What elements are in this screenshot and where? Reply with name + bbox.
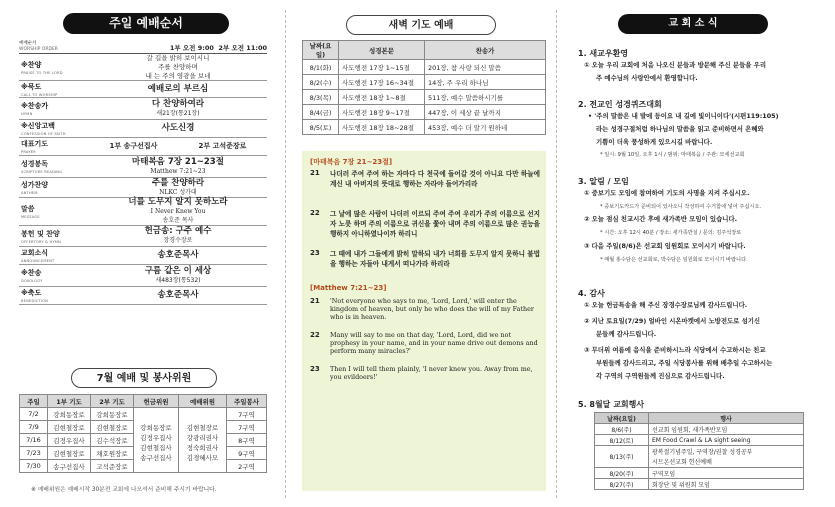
news-subnote: * 중보기도카드가 준비되어 있사오니 작성하여 수거함에 넣어 주십시오.: [600, 204, 762, 210]
order-item-line: 내 는 주의 영광을 보네: [145, 71, 211, 80]
order-item-line: 갈 길을 밝히 보이시니: [146, 53, 210, 62]
news-line: 부원들께 감사드리고, 주일 식당봉사를 위해 배추일 수고하시는: [596, 359, 773, 367]
news-line: 기쁨이 더욱 풍성하게 있으시길 바랍니다.: [596, 138, 713, 146]
order-item-en: BENEDICTION: [21, 299, 49, 303]
section-heading: 3. 알림 / 모임: [578, 177, 629, 186]
table-row: 7/9 김현철장로 김현철장로 7구역: [20, 421, 267, 434]
order-item-en: HYMN: [21, 112, 33, 116]
news-line: 각 구역의 구역원들께 진심으로 감사드립니다.: [596, 372, 725, 380]
verse-en: 21 'Not everyone who says to me, 'Lord, Lord,' will enter the kingdom of heaven, but only he who does the will of my Father who is in heaven.: [310, 297, 534, 321]
order-item-label: [19, 288, 89, 303]
july-committee-table: [19, 394, 267, 473]
order-item-label: [19, 229, 89, 244]
order-item-ko: 대표기도: [21, 140, 49, 148]
order-item-label: [19, 60, 89, 75]
news-line: 주 예수님의 사랑안에서 환영합니다.: [596, 74, 698, 82]
divider: [556, 10, 557, 498]
order-item-line: 주를 찬양하며: [158, 62, 198, 71]
order-item-content: [89, 198, 267, 225]
verse-ko: 23 그 때에 내가 그들에게 밝히 말하되 내가 너희를 도무지 알지 못하니 불법을 행하는 자들아 내게서 떠나가라 하리라: [310, 249, 540, 268]
dawn-prayer-panel: [302, 0, 546, 507]
dawn-prayer-table: 날짜(요일) 성경본문 찬송가 8/1(화) 사도행전 17장 1~15절 201장, 참 사랑 되신 말씀 8/2(수) 사도행전 17장 16~34절 14장, 주 우리 하나님 8/3(목) 사도행전 18장 1~8절 511장, 예수 말씀하시기를 8/4(금) 사도행전 18장 9~17절 447장, 이 세상 끝 날까지 8/5(토) 사도행전 18장 18~28절 453장, 예수 더 알기 원하네: [302, 40, 546, 135]
order-item-en: CALL TO WORSHIP: [21, 92, 58, 97]
order-item-line: 헌금송: 구주 예수: [144, 226, 212, 236]
july-committee-title: 7월 예배 및 봉사위원: [71, 368, 217, 388]
order-item-line: I Never Knew You: [150, 208, 206, 215]
order-item-en: ANNOUNCEMENT: [21, 259, 55, 263]
order-item-line: 새483장(통532): [155, 276, 201, 284]
worship-order-label: 예배순서 WORSHIP ORDER: [19, 41, 58, 52]
worship-order-panel: [19, 0, 267, 507]
order-item-line: 주를 찬양하라: [151, 177, 205, 188]
table-row: 시므온선교회 헌신예배: [595, 457, 804, 468]
worship-order-row: [19, 287, 267, 305]
col-service: 주일봉사: [227, 395, 267, 408]
order-item-line: 송호준 목사: [162, 217, 194, 224]
scripture-ref-ko: [마태복음 7장 21~23절]: [310, 158, 393, 166]
table-row: 7/23 김현철장로 채호원장로 9구역: [20, 447, 267, 460]
service-times: 1부 오전 9:00 2부 오전 11:00: [169, 44, 267, 52]
order-item-line: 송호준목사: [157, 290, 199, 300]
table-row: 8/1(화) 사도행전 17장 1~15절 201장, 참 사랑 되신 말씀: [303, 60, 546, 75]
order-item-content: 2부 고석준장로: [198, 142, 247, 150]
scripture-ref-en: [Matthew 7:21~23]: [310, 284, 387, 292]
divider: [285, 10, 286, 498]
order-item-en: MESSAGE: [21, 215, 40, 219]
order-item-content: [89, 85, 267, 94]
section-heading: 1. 새교우환영: [578, 49, 629, 58]
order-item-content: [89, 54, 267, 81]
order-item-label: [19, 159, 89, 174]
order-item-line: 다 찬양하여라: [151, 98, 205, 109]
order-item-en: ANTHEM: [21, 191, 38, 195]
dawn-prayer-title: 새벽 기도 예배: [346, 15, 496, 35]
order-item-en: CONFESSION OF FAITH: [21, 132, 66, 136]
worship-order-row: [19, 120, 267, 138]
order-item-en: DOXOLOGY: [21, 279, 43, 283]
order-item-label: [19, 248, 89, 263]
table-row: 8/20(주) 구역모임: [595, 468, 804, 479]
order-item-line: 송호준목사: [157, 250, 199, 260]
table-row: 8/12(토) EM Food Crawl & LA sight seeing: [595, 435, 804, 446]
table-row: 8/27(주) 회장단 및 위원회 모임: [595, 479, 804, 490]
order-item-label: [19, 121, 89, 136]
order-item-line: 예배로의 부르심: [147, 83, 209, 94]
order-item-ko: ※찬송가: [21, 102, 49, 110]
worship-order-row: [19, 156, 267, 178]
table-row: 8/2(수) 사도행전 17장 16~34절 14장, 주 우리 하나님: [303, 75, 546, 90]
order-item-label: [19, 180, 89, 195]
church-news-title: 교 회 소 식: [618, 14, 768, 34]
verse-ko: 21 나더러 주여 주여 하는 자마다 다 천국에 들어갈 것이 아니요 다만 하늘에 계신 내 아버지의 뜻대로 행하는 자라야 들어가리라: [310, 169, 540, 188]
august-events-table: 날짜(요일) 행사 8/6(주) 선교회 임원회, 새가족반모임 8/12(토) EM Food Crawl & LA sight seeing 8/13(주) 광복절기념주일, 구역장/권찰 성경공부 시므온선교회 헌신예배 8/20(주) 구역모임 8/27(주) 회장단 및 위원회 모임: [594, 412, 804, 490]
order-item-content: [89, 227, 267, 245]
col-worship: 예배위원: [179, 395, 227, 408]
order-item-en: PRAYER: [21, 150, 36, 154]
worship-committee: 김현철장로 강광리권사 정숙희권사 김경혜사모: [179, 408, 227, 473]
order-item-line: 사도신경: [161, 123, 195, 133]
order-item-content: [89, 251, 267, 260]
order-item-line: 마태복음 7장 21~23절: [132, 156, 224, 167]
news-subnote: * 매월 홍수담은 선교회로, 박수담은 임원회로 모이시기 바랍니다.: [600, 257, 748, 263]
news-line: 라는 성경구절처럼 하나님의 말씀을 읽고 준비하면서 은혜와: [596, 125, 764, 133]
order-item-ko: ※묵도: [21, 82, 42, 91]
verse-en: 23 Then I will tell them plainly, 'I never knew you. Away from me, you evildoers!': [310, 365, 533, 381]
order-item-line: Matthew 7:21~23: [150, 167, 206, 175]
col-offering: 헌금위원: [134, 395, 179, 408]
table-row: 8/13(주) 광복절기념주일, 구역장/권찰 성경공부: [595, 446, 804, 457]
order-item-label: [19, 101, 89, 116]
news-line: • '주의 말씀은 내 발에 등이요 내 길에 빛이니이다'(시편119:105): [588, 112, 779, 120]
news-line: ① 오늘 헌금특송을 해 주신 장경수장로님께 감사드립니다.: [584, 301, 748, 309]
order-item-en: PRAISE TO THE LORD: [21, 70, 63, 75]
news-line: ② 오늘 점심 친교시간 후에 새가족반 모임이 있습니다.: [584, 215, 738, 223]
order-item-ko: 말씀: [21, 205, 35, 213]
table-row: 8/6(주) 선교회 임원회, 새가족반모임: [595, 424, 804, 435]
table-row: 7/16 김정우집사 김수석장로 8구역: [20, 434, 267, 447]
order-item-ko: 성경봉독: [21, 160, 49, 168]
worship-order-row: [19, 226, 267, 247]
order-item-line: 구름 같은 이 세상: [144, 265, 212, 276]
news-line: 분들께 감사드립니다.: [596, 330, 657, 338]
order-item-content: [89, 100, 267, 118]
worship-order-row: [19, 247, 267, 265]
order-item-ko: ※축도: [21, 289, 42, 297]
order-item-content: [89, 267, 267, 285]
worship-order-row: [19, 54, 267, 81]
table-row: 7/30 송구선집사 고석준장로 2구역: [20, 460, 267, 473]
order-item-content: [89, 179, 267, 197]
table-row: 8/4(금) 사도행전 18장 9~17절 447장, 이 세상 끝 날까지: [303, 105, 546, 120]
order-item-en: OFFERTORY & HYMN: [21, 239, 61, 244]
offering-committee: 강희동장로 김정우집사 김현철집사 송구선집사: [134, 408, 179, 473]
table-row: 8/5(토) 사도행전 18장 18~28절 453장, 예수 더 알기 원하네: [303, 120, 546, 135]
news-line: ③ 다음 주일(8/6)은 선교회 임원회로 모이시기 바랍니다.: [584, 242, 746, 250]
order-item-content: [89, 124, 267, 133]
verse-ko: 22 그 날에 많은 사람이 나더러 이르되 주여 주여 우리가 주의 이름으로 선지자 노릇 하며 주의 이름으로 귀신을 쫓아 내며 주의 이름으로 많은 권능을 행하지 아니하였나이까 하리니: [310, 209, 540, 238]
order-item-line: 너를 도무지 알지 못하노라: [128, 197, 228, 207]
july-committee-note: ※ 예배위원은 예배시작 30분전 교회에 나오셔서 준비해 주시기 바랍니다.: [31, 487, 217, 493]
worship-order-row: [19, 198, 267, 226]
order-item-label: [19, 204, 89, 219]
scripture-box: [302, 151, 546, 491]
col-sunday: 주일: [20, 395, 48, 408]
order-item-content: 1부 송구선집사: [109, 142, 158, 150]
worship-order-row: [19, 178, 267, 198]
order-item-line: 새21장(통21장): [156, 109, 200, 117]
section-heading: 5. 8월달 교회행사: [578, 400, 645, 409]
order-item-line: 장경수장로: [163, 237, 193, 244]
section-heading: 2. 전교인 성경퀴즈대회: [578, 100, 662, 109]
worship-order-title: 주일 예배순서: [63, 13, 229, 34]
church-news-panel: [570, 0, 820, 507]
order-item-ko: 성가찬양: [21, 181, 49, 189]
news-line: ① 오늘 우리 교회에 처음 나오신 분들과 방문해 주신 분들을 우리: [584, 61, 766, 69]
order-item-ko: ※찬양: [21, 60, 42, 69]
worship-order-row: [19, 138, 267, 156]
section-heading: 4. 감사: [578, 289, 605, 298]
table-row: 8/3(목) 사도행전 18장 1~8절 511장, 예수 말씀하시기를: [303, 90, 546, 105]
order-item-en: SCRIPTURE READING: [21, 170, 63, 174]
order-item-label: [19, 139, 89, 154]
verse-en: 22 Many will say to me on that day, 'Lord, Lord, did we not prophesy in your name, and in your name drive out demons and perform many miracles?': [310, 331, 538, 355]
order-item-ko: ※신앙고백: [21, 122, 55, 130]
order-item-label: [19, 268, 89, 283]
col-prayer2: 2부 기도: [91, 395, 134, 408]
order-item-ko: ※찬송: [21, 269, 42, 277]
news-line: ② 지난 토요일(7/29) 얼바인 시온마켓에서 노방전도로 섬기신: [584, 317, 761, 325]
news-subnote: * 일시: 9월 10일, 오후 1시 / 범위: 마태복음 / 주관: 모세선교회: [600, 152, 745, 158]
order-item-line: NLKC 성가대: [159, 188, 197, 196]
worship-order-row: [19, 81, 267, 98]
col-prayer1: 1부 기도: [48, 395, 91, 408]
table-row: 7/2 강희동장로 강희동장로 강희동장로 김정우집사 김현철집사 송구선집사 김현철장로 강광리권사 정숙희권사 김경혜사모 7구역: [20, 408, 267, 421]
order-item-ko: 교회소식: [21, 249, 49, 257]
order-item-ko: 봉헌 및 찬양: [21, 229, 60, 238]
order-item-content: [89, 158, 267, 176]
news-line: ③ 무더위 여름에 음식을 준비하시느라 식당에서 수고하시는 친교: [584, 346, 766, 354]
news-line: ① 중보기도 모임에 참여하여 기도의 사명을 지켜 주십시오.: [584, 189, 750, 197]
order-item-label: [19, 82, 89, 97]
worship-order-row: [19, 98, 267, 120]
order-item-content: [89, 291, 267, 300]
news-subnote: * 시간: 오후 12시 40분 / 장소: 새가족반실 / 문의: 김주석장로: [600, 230, 742, 236]
worship-order-row: [19, 265, 267, 287]
